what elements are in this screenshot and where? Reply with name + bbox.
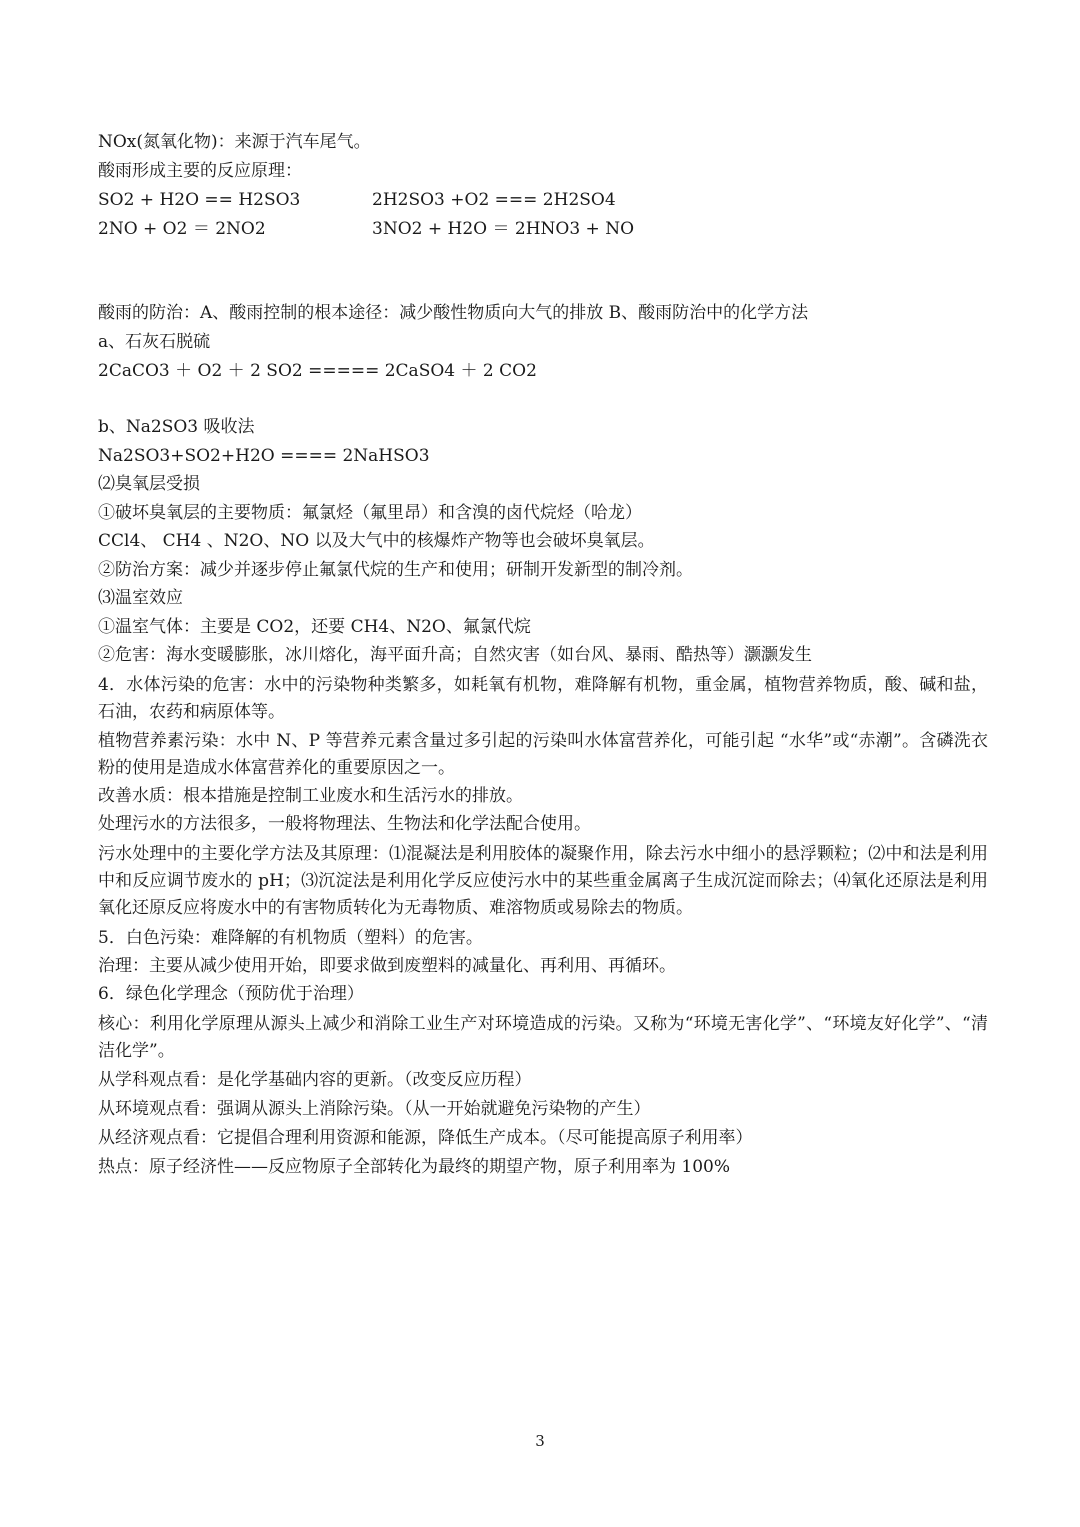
text-line: b、Na2SO3 吸收法 bbox=[98, 417, 255, 437]
equation: Na2SO3+SO2+H2O ==== 2NaHSO3 bbox=[98, 446, 430, 466]
equation: 2CaCO3 ＋ O2 ＋ 2 SO2 ===== 2CaSO4 ＋ 2 CO2 bbox=[98, 361, 537, 381]
section-heading: 5．白色污染：难降解的有机物质（塑料）的危害。 bbox=[98, 928, 483, 948]
text-line: a、石灰石脱硫 bbox=[98, 332, 211, 352]
equation-row bbox=[98, 189, 988, 211]
paragraph: 4．水体污染的危害：水中的污染物种类繁多，如耗氧有机物，难降解有机物，重金属，植物营养物质，酸、碱和盐，石油，农药和病原体等。 bbox=[98, 675, 988, 722]
text-line: 酸雨形成主要的反应原理： bbox=[98, 161, 302, 181]
text-line: NOx(氮氧化物)：来源于汽车尾气。 bbox=[98, 132, 371, 152]
equation-row bbox=[98, 218, 988, 240]
text-line: ②防治方案：减少并逐步停止氟氯代烷的生产和使用；研制开发新型的制冷剂。 bbox=[98, 560, 693, 580]
section-heading: 6．绿色化学理念（预防优于治理） bbox=[98, 984, 364, 1004]
text-line: 治理：主要从减少使用开始，即要求做到废塑料的减量化、再利用、再循环。 bbox=[98, 956, 676, 976]
section-heading: ⑵臭氧层受损 bbox=[98, 474, 200, 494]
paragraph: 污水处理中的主要化学方法及其原理：⑴混凝法是利用胶体的凝聚作用，除去污水中细小的悬浮颗粒；⑵中和法是利用中和反应调节废水的 pH；⑶沉淀法是利用化学反应使污水中的某些重金属离子生成沉淀而除去；⑷氧化还原法是利用氧化还原反应将废水中的有害物质转化为无毒物质、难溶物质或易除去的物质。 bbox=[98, 844, 988, 918]
page-number: 3 bbox=[535, 1432, 545, 1450]
paragraph: 核心：利用化学原理从源头上减少和消除工业生产对环境造成的污染。又称为“环境无害化学”、“环境友好化学”、“清洁化学”。 bbox=[98, 1014, 988, 1061]
text-line: ①温室气体：主要是 CO2，还要 CH4、N2O、氟氯代烷 bbox=[98, 617, 531, 637]
text-line: CCl4、 CH4 、N2O、NO 以及大气中的核爆炸产物等也会破坏臭氧层。 bbox=[98, 531, 655, 551]
equation: SO2 + H2O == H2SO3 bbox=[98, 190, 301, 210]
text-line: 热点：原子经济性——反应物原子全部转化为最终的期望产物，原子利用率为 100% bbox=[98, 1157, 731, 1177]
text-line: 从学科观点看：是化学基础内容的更新。（改变反应历程） bbox=[98, 1070, 532, 1090]
text-line: 处理污水的方法很多，一般将物理法、生物法和化学法配合使用。 bbox=[98, 814, 591, 834]
text-line: 从经济观点看：它提倡合理利用资源和能源，降低生产成本。（尽可能提高原子利用率） bbox=[98, 1128, 753, 1148]
paragraph: 植物营养素污染：水中 N、P 等营养元素含量过多引起的污染叫水体富营养化，可能引起 “水华”或“赤潮”。含磷洗衣粉的使用是造成水体富营养化的重要原因之一。 bbox=[98, 731, 988, 778]
equation: 3NO2 + H2O ＝ 2HNO3 + NO bbox=[372, 219, 635, 239]
section-heading: ⑶温室效应 bbox=[98, 588, 183, 608]
text-line: ①破坏臭氧层的主要物质：氟氯烃（氟里昂）和含溴的卤代烷烃（哈龙） bbox=[98, 503, 642, 523]
text-line: ②危害：海水变暖膨胀，冰川熔化，海平面升高；自然灾害（如台风、暴雨、酷热等）灏灏发生 bbox=[98, 645, 812, 665]
text-line: 酸雨的防治：A、酸雨控制的根本途径：减少酸性物质向大气的排放 B、酸雨防治中的化学方法 bbox=[98, 303, 809, 323]
equation: 2NO + O2 ＝ 2NO2 bbox=[98, 219, 266, 239]
text-line: 从环境观点看：强调从源头上消除污染。（从一开始就避免污染物的产生） bbox=[98, 1099, 651, 1119]
text-line: 改善水质：根本措施是控制工业废水和生活污水的排放。 bbox=[98, 786, 523, 806]
equation: 2H2SO3 +O2 === 2H2SO4 bbox=[372, 190, 616, 210]
